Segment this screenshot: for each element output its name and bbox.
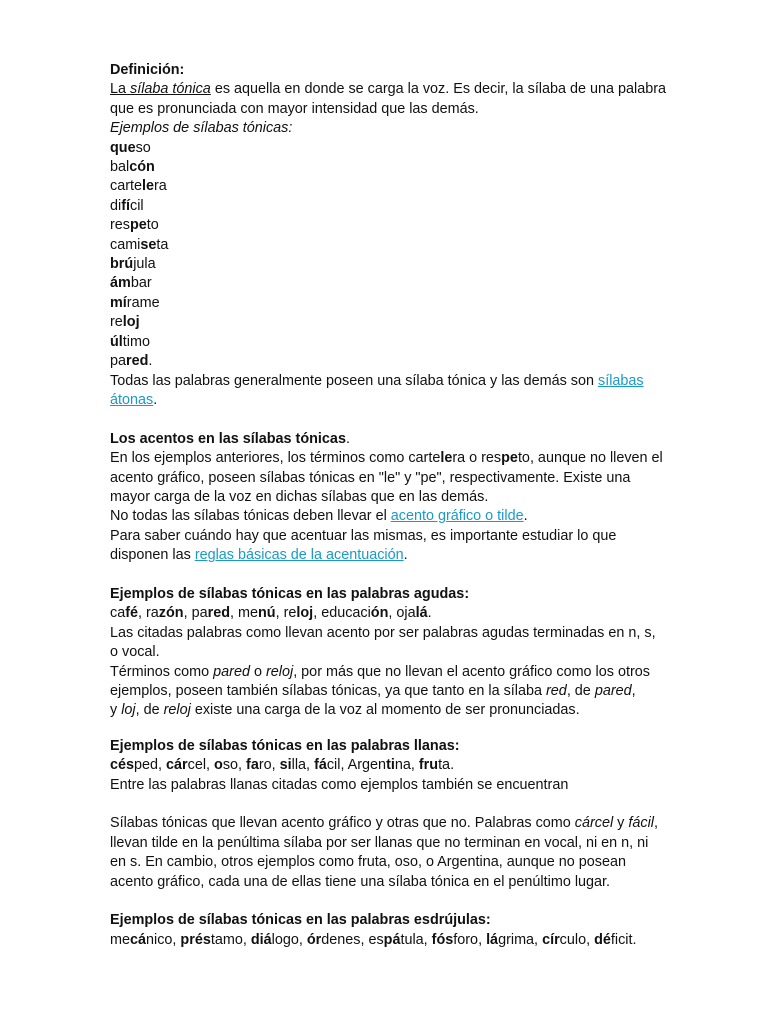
definition-closing: Todas las palabras generalmente poseen una sílaba tónica y las demás son sílabas bbox=[110, 372, 644, 389]
llanas-line-5: acento gráfico, cada una de ellas tiene una sílaba tónica en el penúltimo lugar. bbox=[110, 873, 611, 890]
definition-intro-line-1: La sílaba tónica es aquella en donde se carga la voz. Es decir, la sílaba de una palabra bbox=[110, 81, 667, 98]
silabas-atonas-link[interactable]: sílabas bbox=[598, 372, 644, 389]
examples-list bbox=[110, 139, 670, 372]
definition-closing-2: átonas. bbox=[110, 391, 158, 408]
accents-line-1: En los ejemplos anteriores, los términos como cartelera o respeto, aunque no lleven el bbox=[110, 450, 663, 467]
accents-line-5: Para saber cuándo hay que acentuar las mismas, es importante estudiar lo que bbox=[110, 527, 617, 544]
agudas-line-3: Términos como pared o reloj, por más que no llevan el acento gráfico como los otros bbox=[110, 663, 650, 680]
reglas-acentuacion-link[interactable]: reglas básicas de la acentuación bbox=[194, 547, 404, 564]
llanas-line-3: llevan tilde en la penúltima sílaba por ser llanas que no terminan en vocal, ni en n, ni bbox=[110, 834, 649, 851]
examples-label: Ejemplos de sílabas tónicas: bbox=[110, 120, 293, 137]
agudas-line-5: y loj, de reloj existe una carga de la voz al momento de ser pronunciadas. bbox=[110, 702, 580, 719]
llanas-line-1: Entre las palabras llanas citadas como ejemplos también se encuentran bbox=[110, 776, 569, 793]
example-word: reloj bbox=[110, 314, 140, 331]
example-word: difícil bbox=[110, 197, 144, 214]
llanas-heading: Ejemplos de sílabas tónicas en las palabras llanas: bbox=[110, 737, 460, 754]
accents-line-3: mayor carga de la voz en dichas sílabas que en las demás. bbox=[110, 488, 489, 505]
example-word: queso bbox=[110, 139, 151, 156]
agudas-line-1: Las citadas palabras como llevan acento por ser palabras agudas terminadas en n, s, bbox=[110, 624, 656, 641]
example-word: ámbar bbox=[110, 275, 152, 292]
esdrujulas-words: mecánico, préstamo, diálogo, órdenes, espátula, fósforo, lágrima, círculo, déficit. bbox=[110, 931, 637, 948]
llanas-line-4: en s. En cambio, otros ejemplos como fruta, oso, o Argentina, aunque no posean bbox=[110, 854, 626, 871]
accents-heading: Los acentos en las sílabas tónicas. bbox=[110, 430, 350, 447]
silabas-atonas-link-cont[interactable]: átonas bbox=[110, 391, 154, 408]
definition-heading: Definición: bbox=[110, 62, 185, 78]
accents-line-2: acento gráfico, poseen sílabas tónicas en "le" y "pe", respectivamente. Existe una bbox=[110, 469, 631, 486]
document-body bbox=[110, 61, 670, 950]
example-word: mírame bbox=[110, 294, 160, 311]
agudas-line-4: ejemplos, poseen también sílabas tónicas, ya que tanto en la sílaba red, de pared, bbox=[110, 682, 636, 699]
accents-line-6: disponen las reglas básicas de la acentuación. bbox=[110, 547, 408, 564]
example-word: camiseta bbox=[110, 236, 169, 253]
example-word: balcón bbox=[110, 159, 155, 176]
acento-grafico-link[interactable]: acento gráfico o tilde bbox=[390, 508, 524, 525]
llanas-line-2: Sílabas tónicas que llevan acento gráfico y otras que no. Palabras como cárcel y fácil, bbox=[110, 815, 658, 832]
example-word: brújula bbox=[110, 256, 156, 273]
example-word: último bbox=[110, 333, 150, 350]
esdrujulas-heading: Ejemplos de sílabas tónicas en las palabras esdrújulas: bbox=[110, 912, 491, 929]
example-word: pared. bbox=[110, 353, 153, 370]
example-word: respeto bbox=[110, 217, 159, 234]
agudas-line-2: o vocal. bbox=[110, 644, 160, 661]
definition-intro-line-2: que es pronunciada con mayor intensidad que las demás. bbox=[110, 100, 479, 117]
accents-line-4: No todas las sílabas tónicas deben llevar el acento gráfico o tilde. bbox=[110, 508, 528, 525]
agudas-words: café, razón, pared, menú, reloj, educación, ojalá. bbox=[110, 605, 432, 622]
llanas-words: césped, cárcel, oso, faro, silla, fácil, Argentina, fruta. bbox=[110, 757, 455, 774]
example-word: cartelera bbox=[110, 178, 167, 195]
agudas-heading: Ejemplos de sílabas tónicas en las palabras agudas: bbox=[110, 585, 470, 602]
